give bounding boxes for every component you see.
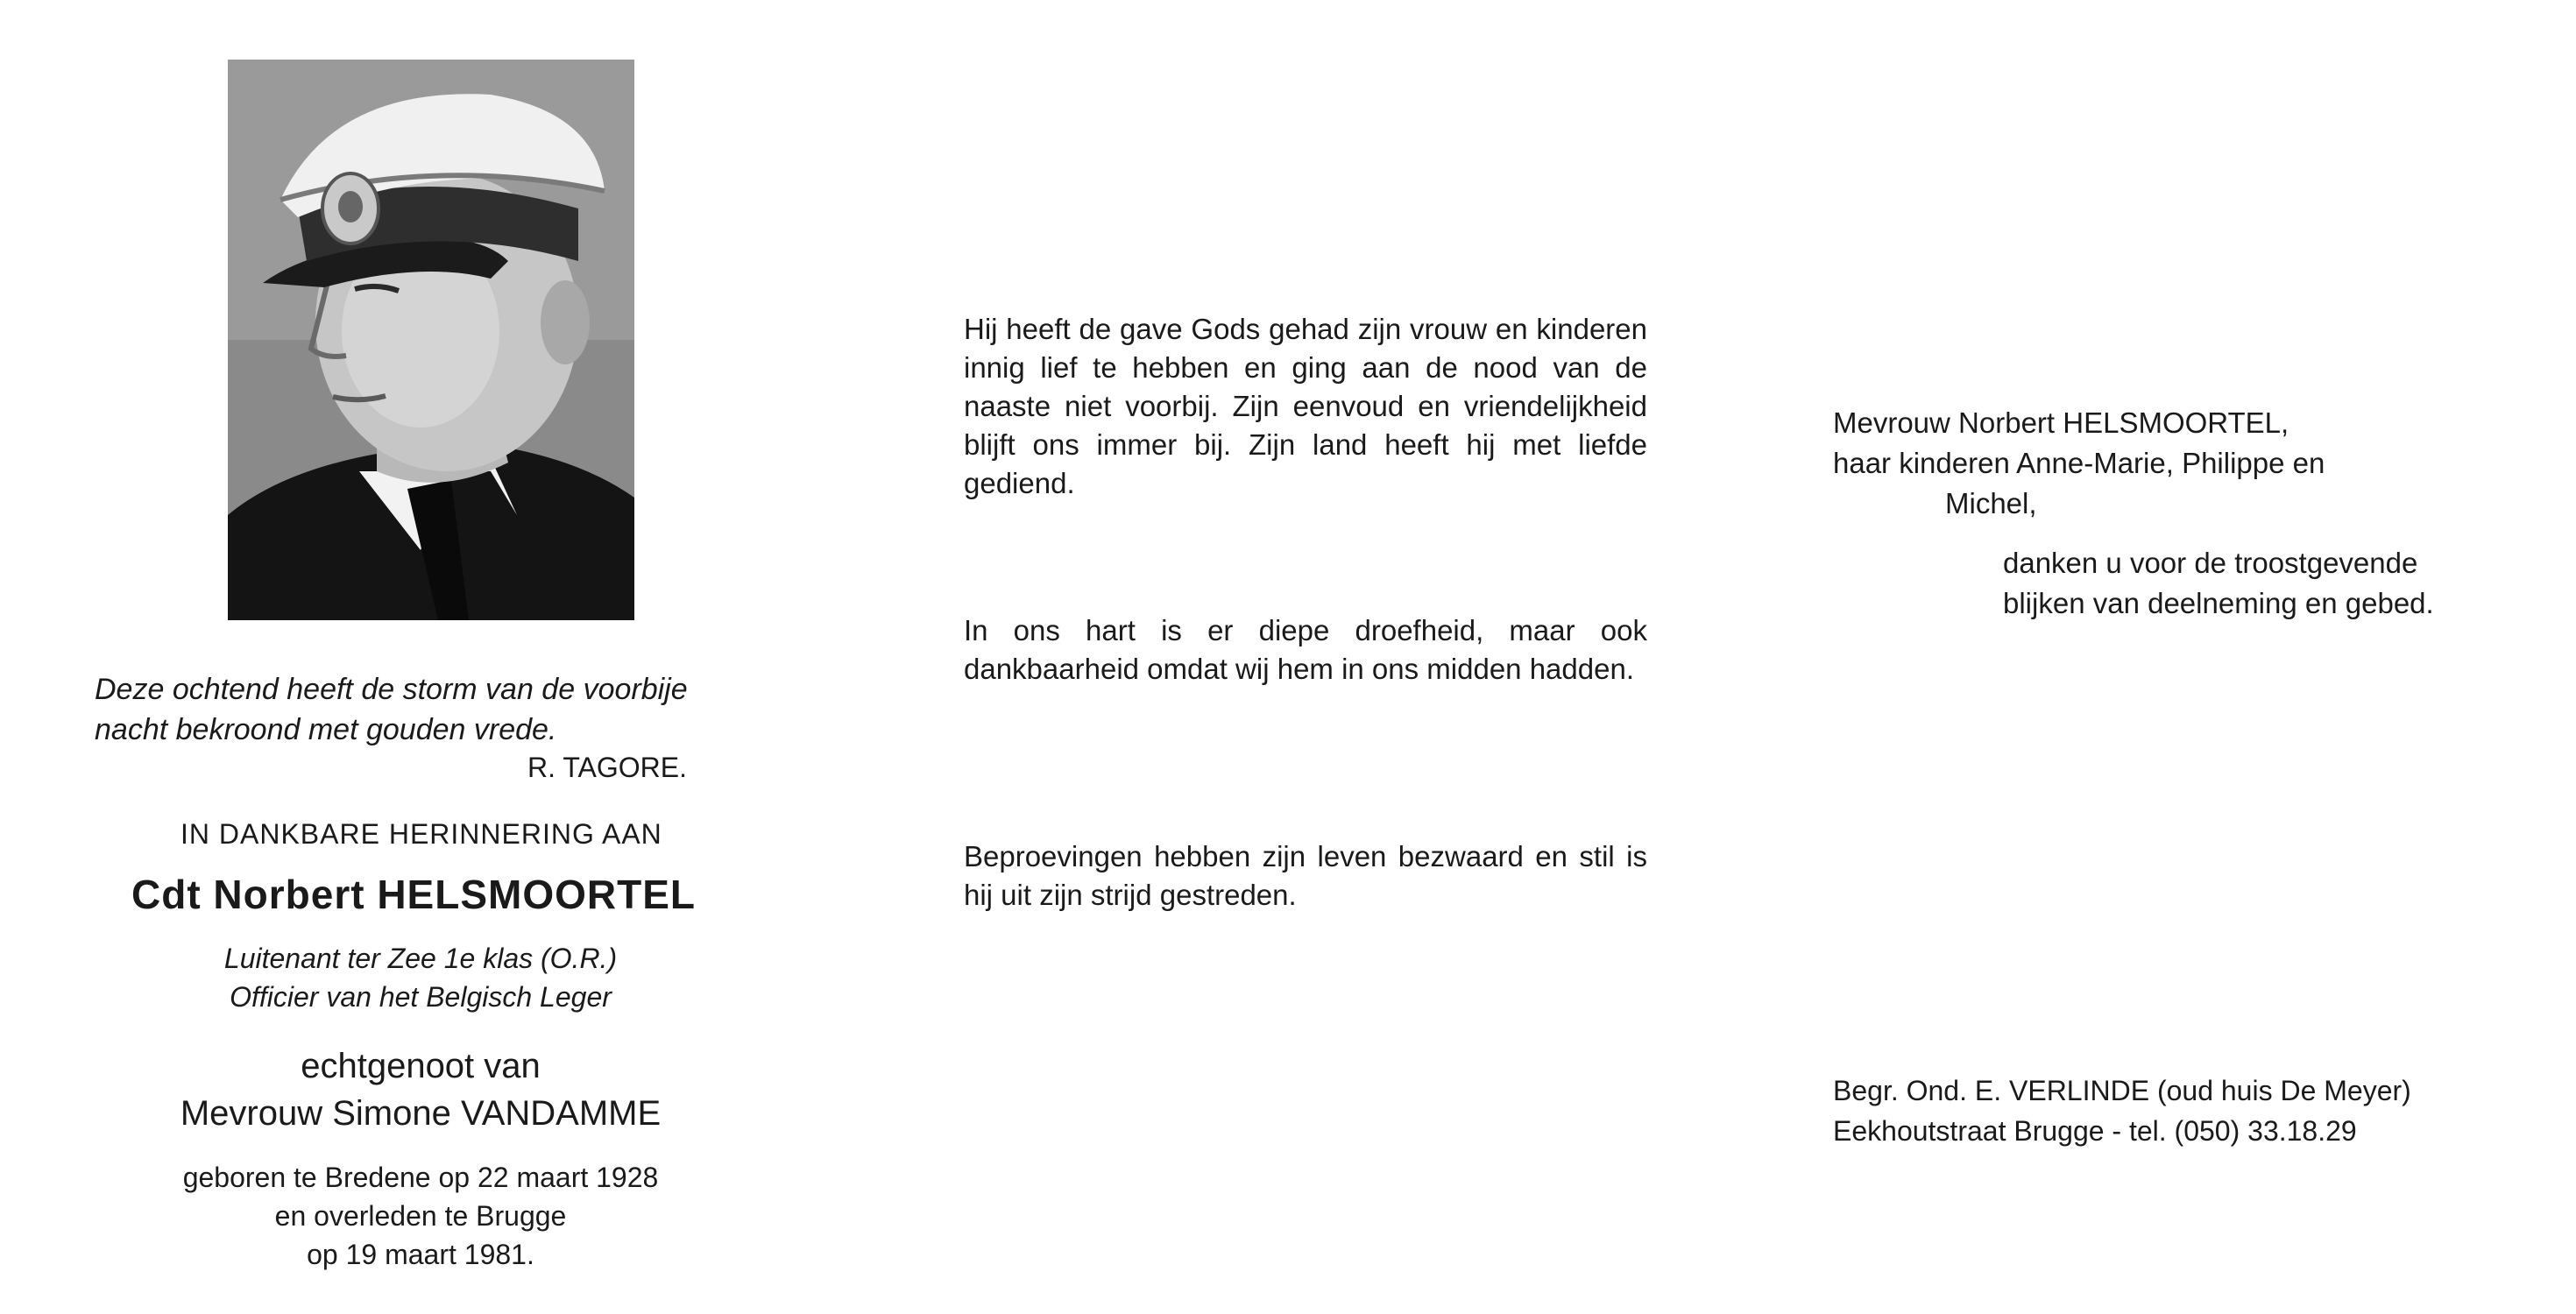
quote-author: R. TAGORE.	[527, 752, 687, 783]
family-line-2: haar kinderen Anne-Marie, Philippe en	[1833, 447, 2325, 479]
birth-line: geboren te Bredene op 22 maart 1928	[182, 1162, 659, 1193]
portrait-photo	[228, 60, 634, 620]
thanks-line-2: blijken van deelneming en gebed.	[2003, 587, 2434, 619]
tribute-paragraph-3: Beproevingen hebben zijn leven bezwaard en stil is hij uit zijn strijd gestreden.	[964, 840, 1647, 911]
portrait-image	[228, 60, 634, 620]
family-line-3: Michel,	[1945, 487, 2037, 519]
tribute-paragraph-2: In ons hart is er diepe droefheid, maar ook dankbaarheid omdat wij hem in ons midden hadden.	[964, 614, 1647, 685]
spouse-block	[88, 1042, 754, 1137]
death-line-2: op 19 maart 1981.	[307, 1239, 534, 1270]
rank-block	[88, 939, 754, 1016]
undertaker-line-1: Begr. Ond. E. VERLINDE (oud huis De Meyer)	[1833, 1075, 2411, 1106]
family-line-1: Mevrouw Norbert HELSMOORTEL,	[1833, 406, 2289, 439]
tagore-quote	[95, 669, 787, 750]
death-line-1: en overleden te Brugge	[274, 1200, 567, 1232]
thanks-line-1: danken u voor de troostgevende	[2003, 547, 2418, 579]
life-dates	[88, 1158, 754, 1274]
spouse-intro: echtgenoot van	[301, 1047, 541, 1085]
quote-line-2: nacht bekroond met gouden vrede.	[95, 713, 557, 746]
undertaker-line-2: Eekhoutstraat Brugge - tel. (050) 33.18.29	[1833, 1115, 2357, 1147]
thanks-block	[2003, 543, 2434, 624]
rank-line-2: Officier van het Belgisch Leger	[230, 981, 612, 1013]
dedication-heading: IN DANKBARE HERINNERING AAN	[180, 818, 662, 850]
tribute-paragraph-1: Hij heeft de gave Gods gehad zijn vrouw en kinderen innig lief te hebben en ging aan de nood van de naaste niet voorbij. Zijn eenvoud en vriendelijkheid blijft ons immer bij. Zijn land heeft hij met liefde gediend.	[964, 313, 1647, 499]
rank-line-1: Luitenant ter Zee 1e klas (O.R.)	[223, 943, 618, 974]
deceased-name: Cdt Norbert HELSMOORTEL	[131, 872, 696, 917]
family-block	[1833, 403, 2325, 524]
spouse-name: Mevrouw Simone VANDAMME	[180, 1094, 662, 1133]
quote-line-1: Deze ochtend heeft de storm van de voorbije	[95, 673, 688, 706]
undertaker-block	[1833, 1070, 2411, 1151]
